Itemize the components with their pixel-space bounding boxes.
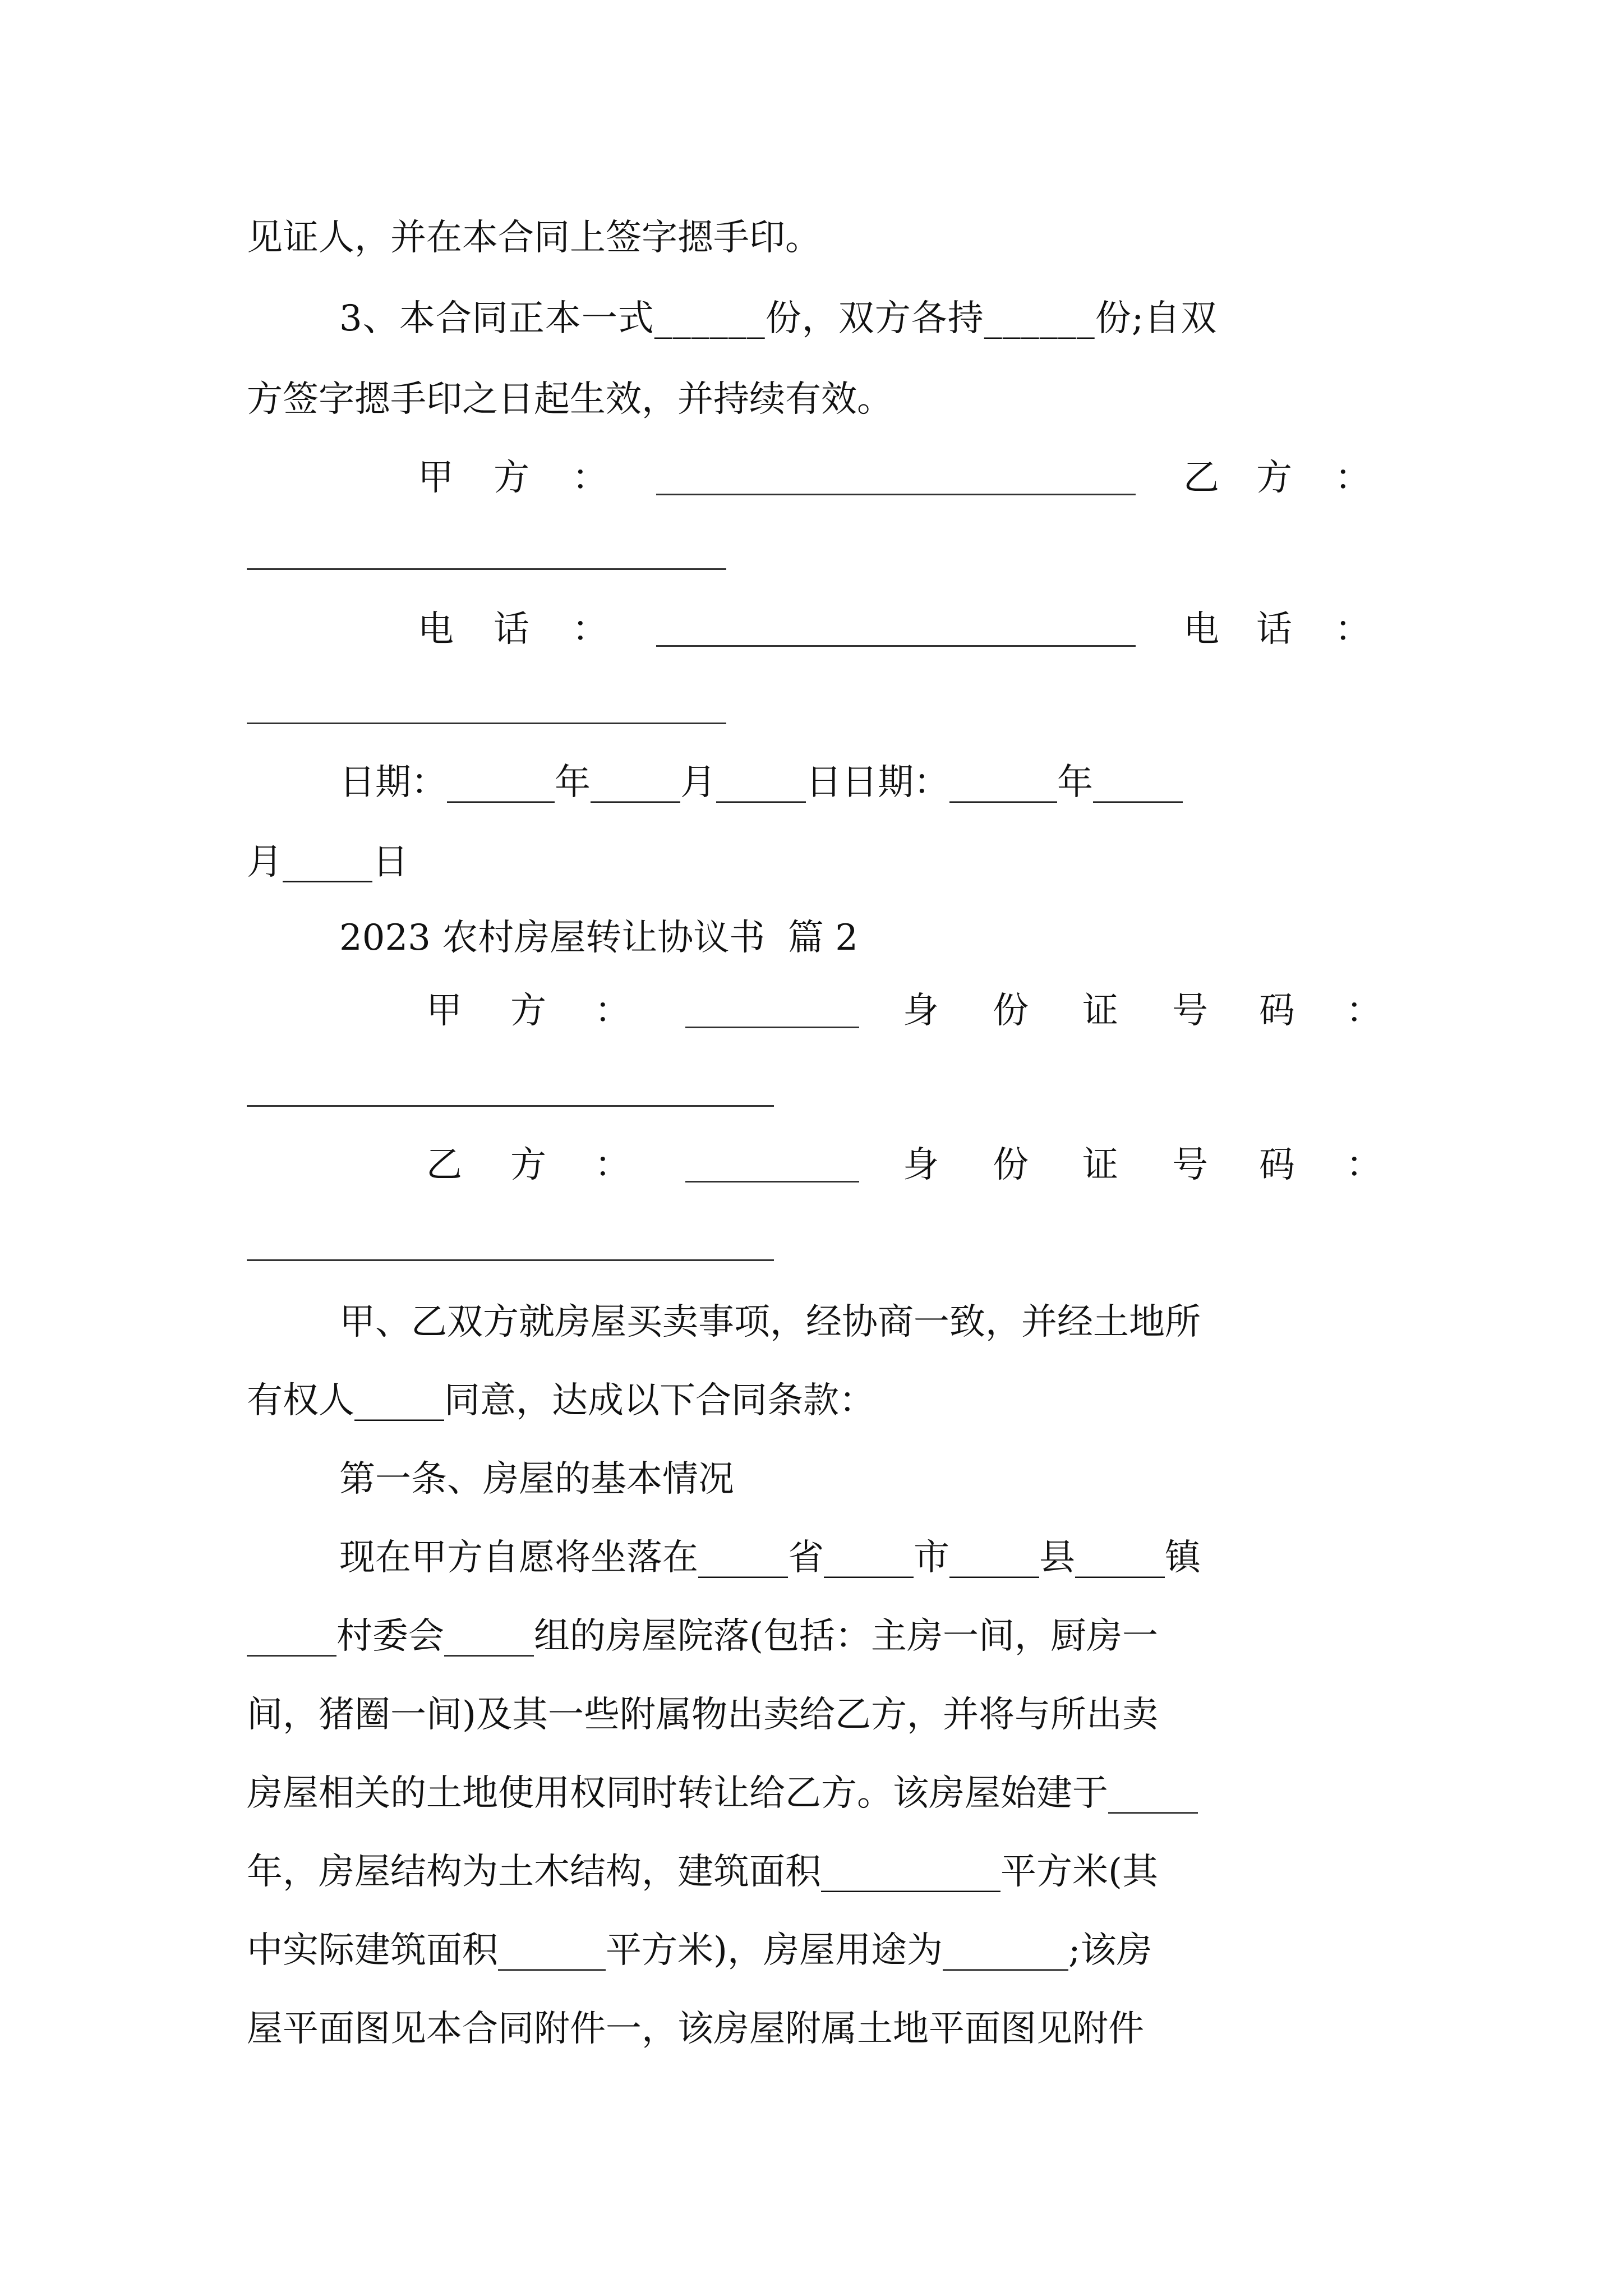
phone-a-char-1: 电 bbox=[418, 609, 454, 650]
body-line-4: _____村委会_____组的房屋院落(包括：主房一间，厨房一 bbox=[247, 1616, 1158, 1657]
id-b-colon: ： bbox=[594, 1144, 630, 1186]
body-line-8: 中实际建筑面积______平方米)，房屋用途为_______;该房 bbox=[247, 1930, 1152, 1971]
text-line-1: 见证人，并在本合同上签字摁手印。 bbox=[247, 217, 821, 259]
date-line-2: 月_____日 bbox=[247, 841, 408, 883]
id-b-number-blank bbox=[247, 1259, 774, 1261]
id-a-char-2: 方 bbox=[510, 990, 546, 1032]
text-line-3: 方签字摁手印之日起生效，并持续有效。 bbox=[247, 379, 893, 420]
phone-a-char-2: 话 bbox=[494, 609, 529, 650]
id-b-label-1: 身 bbox=[903, 1144, 939, 1186]
phone-b-char-2: 话 bbox=[1256, 609, 1292, 650]
date-line-1: 日期：______年_____月_____日日期：______年_____ bbox=[339, 762, 1183, 803]
id-b-char-1: 乙 bbox=[426, 1144, 462, 1186]
id-b-label-4: 号 bbox=[1172, 1144, 1208, 1186]
party-b-blank bbox=[247, 568, 726, 570]
body-line-7: 年，房屋结构为土木结构，建筑面积__________平方米(其 bbox=[247, 1851, 1158, 1893]
article-1-heading: 第一条、房屋的基本情况 bbox=[339, 1458, 734, 1500]
body-line-3: 现在甲方自愿将坐落在_____省_____市_____县_____镇 bbox=[339, 1537, 1201, 1579]
id-b-label-3: 证 bbox=[1082, 1144, 1118, 1186]
body-line-1: 甲、乙双方就房屋买卖事项，经协商一致，并经土地所 bbox=[339, 1301, 1201, 1343]
party-a-colon: ： bbox=[572, 457, 608, 499]
id-a-label-4: 号 bbox=[1172, 990, 1208, 1032]
id-a-label-1: 身 bbox=[903, 990, 939, 1032]
phone-b-char-1: 电 bbox=[1183, 609, 1219, 650]
id-b-label-2: 份 bbox=[993, 1144, 1029, 1186]
body-line-2: 有权人_____同意，达成以下合同条款： bbox=[247, 1380, 875, 1421]
id-a-name-blank bbox=[685, 1027, 859, 1028]
id-b-label-5: 码 bbox=[1259, 1144, 1295, 1186]
id-a-number-blank bbox=[247, 1105, 774, 1107]
id-a-label-colon: ： bbox=[1346, 990, 1382, 1032]
section-heading: 2023 农村房屋转让协议书 篇 2 bbox=[339, 917, 858, 959]
id-a-colon: ： bbox=[594, 990, 630, 1032]
id-b-label-colon: ： bbox=[1346, 1144, 1382, 1186]
party-b-char-1: 乙 bbox=[1183, 457, 1219, 499]
id-a-label-3: 证 bbox=[1082, 990, 1118, 1032]
phone-b-colon: ： bbox=[1335, 609, 1371, 650]
party-b-colon: ： bbox=[1335, 457, 1371, 499]
party-a-char-2: 方 bbox=[494, 457, 529, 499]
phone-a-blank bbox=[656, 645, 1136, 647]
id-a-char-1: 甲 bbox=[426, 990, 462, 1032]
text-line-2: 3、本合同正本一式______份，双方各持______份;自双 bbox=[339, 298, 1218, 339]
phone-a-colon: ： bbox=[572, 609, 608, 650]
id-a-label-5: 码 bbox=[1259, 990, 1295, 1032]
body-line-6: 房屋相关的土地使用权同时转让给乙方。该房屋始建于_____ bbox=[247, 1773, 1198, 1814]
party-a-blank bbox=[656, 494, 1136, 495]
party-a-char-1: 甲 bbox=[418, 457, 454, 499]
party-b-char-2: 方 bbox=[1256, 457, 1292, 499]
body-line-9: 屋平面图见本合同附件一，该房屋附属土地平面图见附件 bbox=[247, 2008, 1144, 2050]
body-line-5: 间，猪圈一间)及其一些附属物出卖给乙方，并将与所出卖 bbox=[247, 1694, 1158, 1736]
id-a-label-2: 份 bbox=[993, 990, 1029, 1032]
phone-b-blank bbox=[247, 723, 726, 724]
id-b-name-blank bbox=[685, 1181, 859, 1182]
id-b-char-2: 方 bbox=[510, 1144, 546, 1186]
